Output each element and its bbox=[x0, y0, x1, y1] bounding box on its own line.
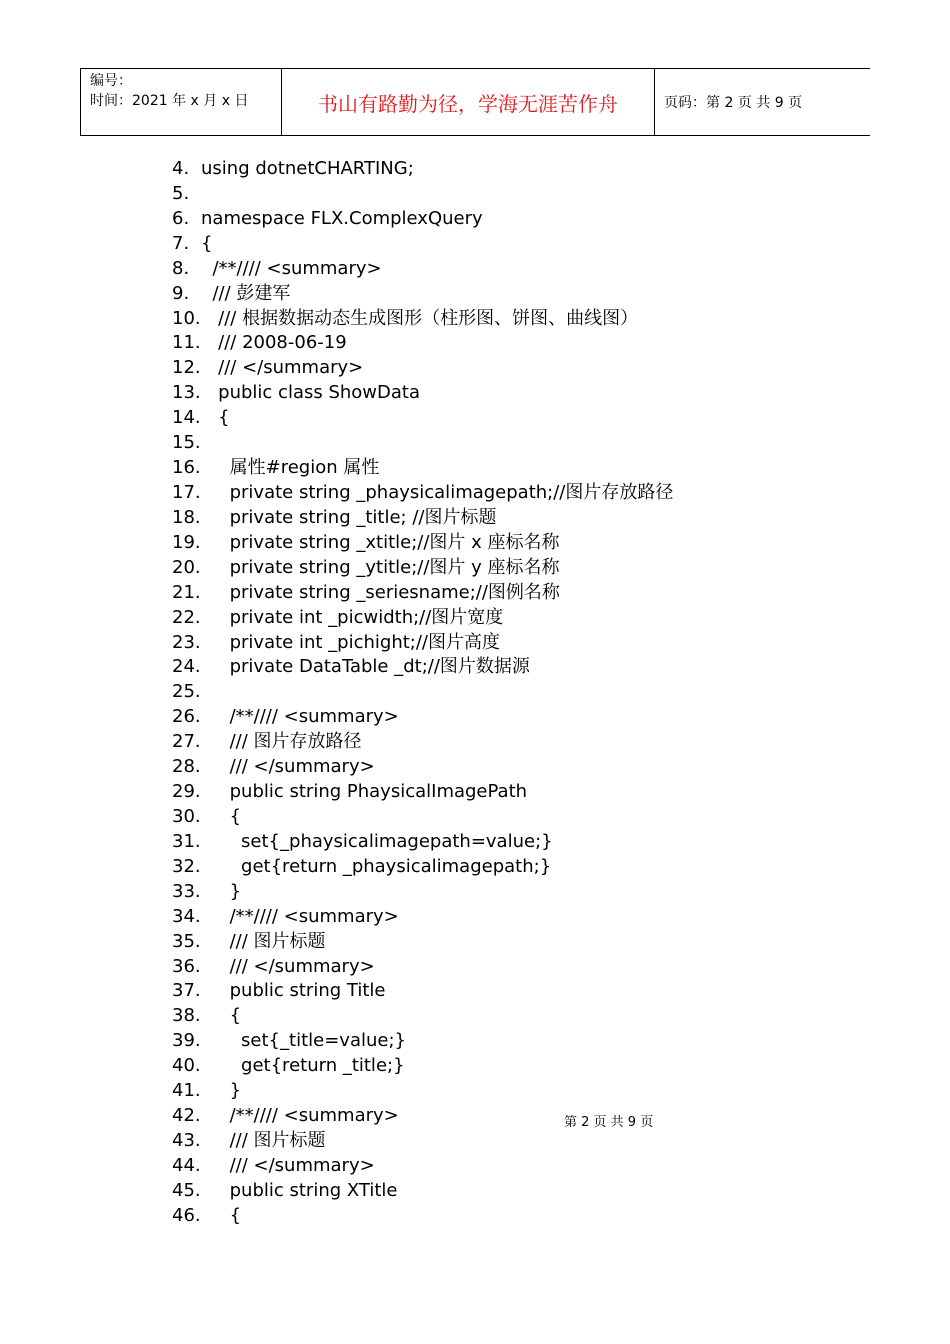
code-line bbox=[172, 481, 673, 506]
code-line bbox=[172, 830, 673, 855]
code-line bbox=[172, 680, 673, 705]
code-text: public class ShowData bbox=[201, 382, 420, 404]
code-line bbox=[172, 880, 673, 905]
code-text: 属性#region 属性 bbox=[201, 457, 380, 479]
line-number: 28. bbox=[172, 756, 201, 778]
page-number-mark: 第 2 页 共 9 页 bbox=[564, 1115, 654, 1130]
code-text: private int _pichight;//图片高度 bbox=[201, 631, 500, 653]
line-number: 14. bbox=[172, 407, 201, 429]
code-line bbox=[172, 655, 673, 680]
line-number: 9. bbox=[172, 282, 190, 304]
code-text: { bbox=[201, 232, 213, 254]
code-line bbox=[172, 1004, 673, 1029]
code-text: namespace FLX.ComplexQuery bbox=[201, 207, 483, 229]
code-text: /**//// <summary> bbox=[201, 706, 399, 728]
header-meta-cell bbox=[81, 69, 282, 135]
code-line bbox=[172, 456, 673, 481]
code-text: private string _title; //图片标题 bbox=[201, 506, 497, 528]
code-text: } bbox=[201, 880, 242, 902]
number-label: 编号： bbox=[90, 73, 132, 89]
code-text: } bbox=[201, 1080, 242, 1102]
line-number: 4. bbox=[172, 158, 190, 179]
line-number: 34. bbox=[172, 905, 201, 927]
code-text: /// 彭建军 bbox=[201, 282, 291, 304]
code-text: /**//// <summary> bbox=[201, 257, 382, 279]
line-number: 20. bbox=[172, 556, 201, 578]
code-line bbox=[172, 805, 673, 830]
line-number: 17. bbox=[172, 481, 201, 503]
code-line bbox=[172, 282, 673, 307]
code-line bbox=[172, 905, 673, 930]
code-line bbox=[172, 506, 673, 531]
code-line bbox=[172, 182, 673, 207]
line-number: 44. bbox=[172, 1154, 201, 1176]
code-text: set{_phaysicalimagepath=value;} bbox=[201, 830, 553, 852]
line-number: 43. bbox=[172, 1129, 201, 1151]
code-line bbox=[172, 730, 673, 755]
line-number: 41. bbox=[172, 1080, 201, 1102]
code-line bbox=[172, 257, 673, 282]
line-number: 21. bbox=[172, 581, 201, 603]
code-line bbox=[172, 955, 673, 980]
line-number: 31. bbox=[172, 830, 201, 852]
code-line bbox=[172, 1154, 673, 1179]
time-label: 时间：2021 年 x 月 x 日 bbox=[90, 93, 249, 109]
line-number: 11. bbox=[172, 332, 201, 354]
code-line bbox=[172, 157, 673, 182]
line-number: 25. bbox=[172, 681, 201, 703]
line-number: 7. bbox=[172, 232, 190, 254]
code-line bbox=[172, 307, 673, 332]
code-text: private DataTable _dt;//图片数据源 bbox=[201, 656, 530, 678]
code-text: /// </summary> bbox=[201, 955, 375, 977]
code-text: { bbox=[201, 1005, 242, 1027]
code-line bbox=[172, 581, 673, 606]
code-text: { bbox=[201, 805, 242, 827]
code-text: using dotnetCHARTING; bbox=[201, 158, 414, 179]
line-number: 12. bbox=[172, 357, 201, 379]
line-number: 36. bbox=[172, 955, 201, 977]
line-number: 23. bbox=[172, 631, 201, 653]
code-line bbox=[172, 531, 673, 556]
code-text: /**//// <summary> bbox=[201, 1105, 399, 1127]
code-text: /**//// <summary> bbox=[201, 905, 399, 927]
code-text: /// 根据数据动态生成图形（柱形图、饼图、曲线图） bbox=[201, 307, 639, 329]
code-text: /// </summary> bbox=[201, 756, 375, 778]
motto-text: 书山有路勤为径，学海无涯苦作舟 bbox=[318, 91, 618, 116]
code-line bbox=[172, 1029, 673, 1054]
code-line bbox=[172, 356, 673, 381]
line-number: 5. bbox=[172, 182, 190, 204]
code-line bbox=[172, 207, 673, 232]
code-line bbox=[172, 1179, 673, 1204]
code-line bbox=[172, 406, 673, 431]
code-line bbox=[172, 556, 673, 581]
code-line bbox=[172, 631, 673, 656]
code-text: private int _picwidth;//图片宽度 bbox=[201, 606, 504, 628]
code-text: { bbox=[201, 1204, 242, 1226]
code-line bbox=[172, 855, 673, 880]
line-number: 6. bbox=[172, 207, 190, 229]
code-text: private string _phaysicalimagepath;//图片存放路径 bbox=[201, 481, 674, 503]
code-text: get{return _phaysicalimagepath;} bbox=[201, 855, 552, 877]
line-number: 18. bbox=[172, 506, 201, 528]
code-line bbox=[172, 331, 673, 356]
document-header bbox=[80, 68, 870, 136]
code-line bbox=[172, 381, 673, 406]
code-text: /// 图片存放路径 bbox=[201, 731, 362, 753]
line-number: 38. bbox=[172, 1005, 201, 1027]
code-line bbox=[172, 431, 673, 456]
code-text: /// 图片标题 bbox=[201, 930, 326, 952]
line-number: 42. bbox=[172, 1105, 201, 1127]
code-text: public string PhaysicalImagePath bbox=[201, 781, 528, 803]
line-number: 32. bbox=[172, 855, 201, 877]
line-number: 26. bbox=[172, 706, 201, 728]
code-text: get{return _title;} bbox=[201, 1055, 405, 1077]
line-number: 33. bbox=[172, 880, 201, 902]
code-line bbox=[172, 232, 673, 257]
line-number: 22. bbox=[172, 606, 201, 628]
line-number: 24. bbox=[172, 656, 201, 678]
code-line bbox=[172, 930, 673, 955]
line-number: 46. bbox=[172, 1204, 201, 1226]
code-text: { bbox=[201, 407, 230, 429]
code-text: public string XTitle bbox=[201, 1179, 398, 1201]
line-number: 13. bbox=[172, 382, 201, 404]
line-number: 30. bbox=[172, 805, 201, 827]
code-text: public string Title bbox=[201, 980, 386, 1002]
line-number: 37. bbox=[172, 980, 201, 1002]
code-line bbox=[172, 1079, 673, 1104]
header-motto-cell bbox=[282, 69, 655, 135]
code-line bbox=[172, 705, 673, 730]
code-text: /// </summary> bbox=[201, 1154, 375, 1176]
line-number: 39. bbox=[172, 1030, 201, 1052]
line-number: 45. bbox=[172, 1179, 201, 1201]
code-text: /// 2008-06-19 bbox=[201, 332, 347, 354]
code-line bbox=[172, 755, 673, 780]
code-text: private string _ytitle;//图片 y 座标名称 bbox=[201, 556, 560, 578]
code-text: set{_title=value;} bbox=[201, 1030, 406, 1052]
line-number: 29. bbox=[172, 781, 201, 803]
code-line bbox=[172, 1129, 673, 1154]
code-text: /// </summary> bbox=[201, 357, 364, 379]
line-number: 27. bbox=[172, 731, 201, 753]
line-number: 10. bbox=[172, 307, 201, 329]
page-code: 页码：第 2 页 共 9 页 bbox=[664, 95, 803, 111]
header-page-cell bbox=[655, 69, 871, 135]
code-line bbox=[172, 1054, 673, 1079]
line-number: 16. bbox=[172, 457, 201, 479]
line-number: 8. bbox=[172, 257, 190, 279]
code-text: private string _xtitle;//图片 x 座标名称 bbox=[201, 531, 560, 553]
code-line bbox=[172, 979, 673, 1004]
line-number: 19. bbox=[172, 531, 201, 553]
code-line bbox=[172, 1204, 673, 1229]
line-number: 15. bbox=[172, 432, 201, 454]
code-line bbox=[172, 606, 673, 631]
code-text: private string _seriesname;//图例名称 bbox=[201, 581, 560, 603]
line-number: 35. bbox=[172, 930, 201, 952]
line-number: 40. bbox=[172, 1055, 201, 1077]
code-text: /// 图片标题 bbox=[201, 1129, 326, 1151]
code-line bbox=[172, 780, 673, 805]
code-listing bbox=[172, 157, 673, 1229]
